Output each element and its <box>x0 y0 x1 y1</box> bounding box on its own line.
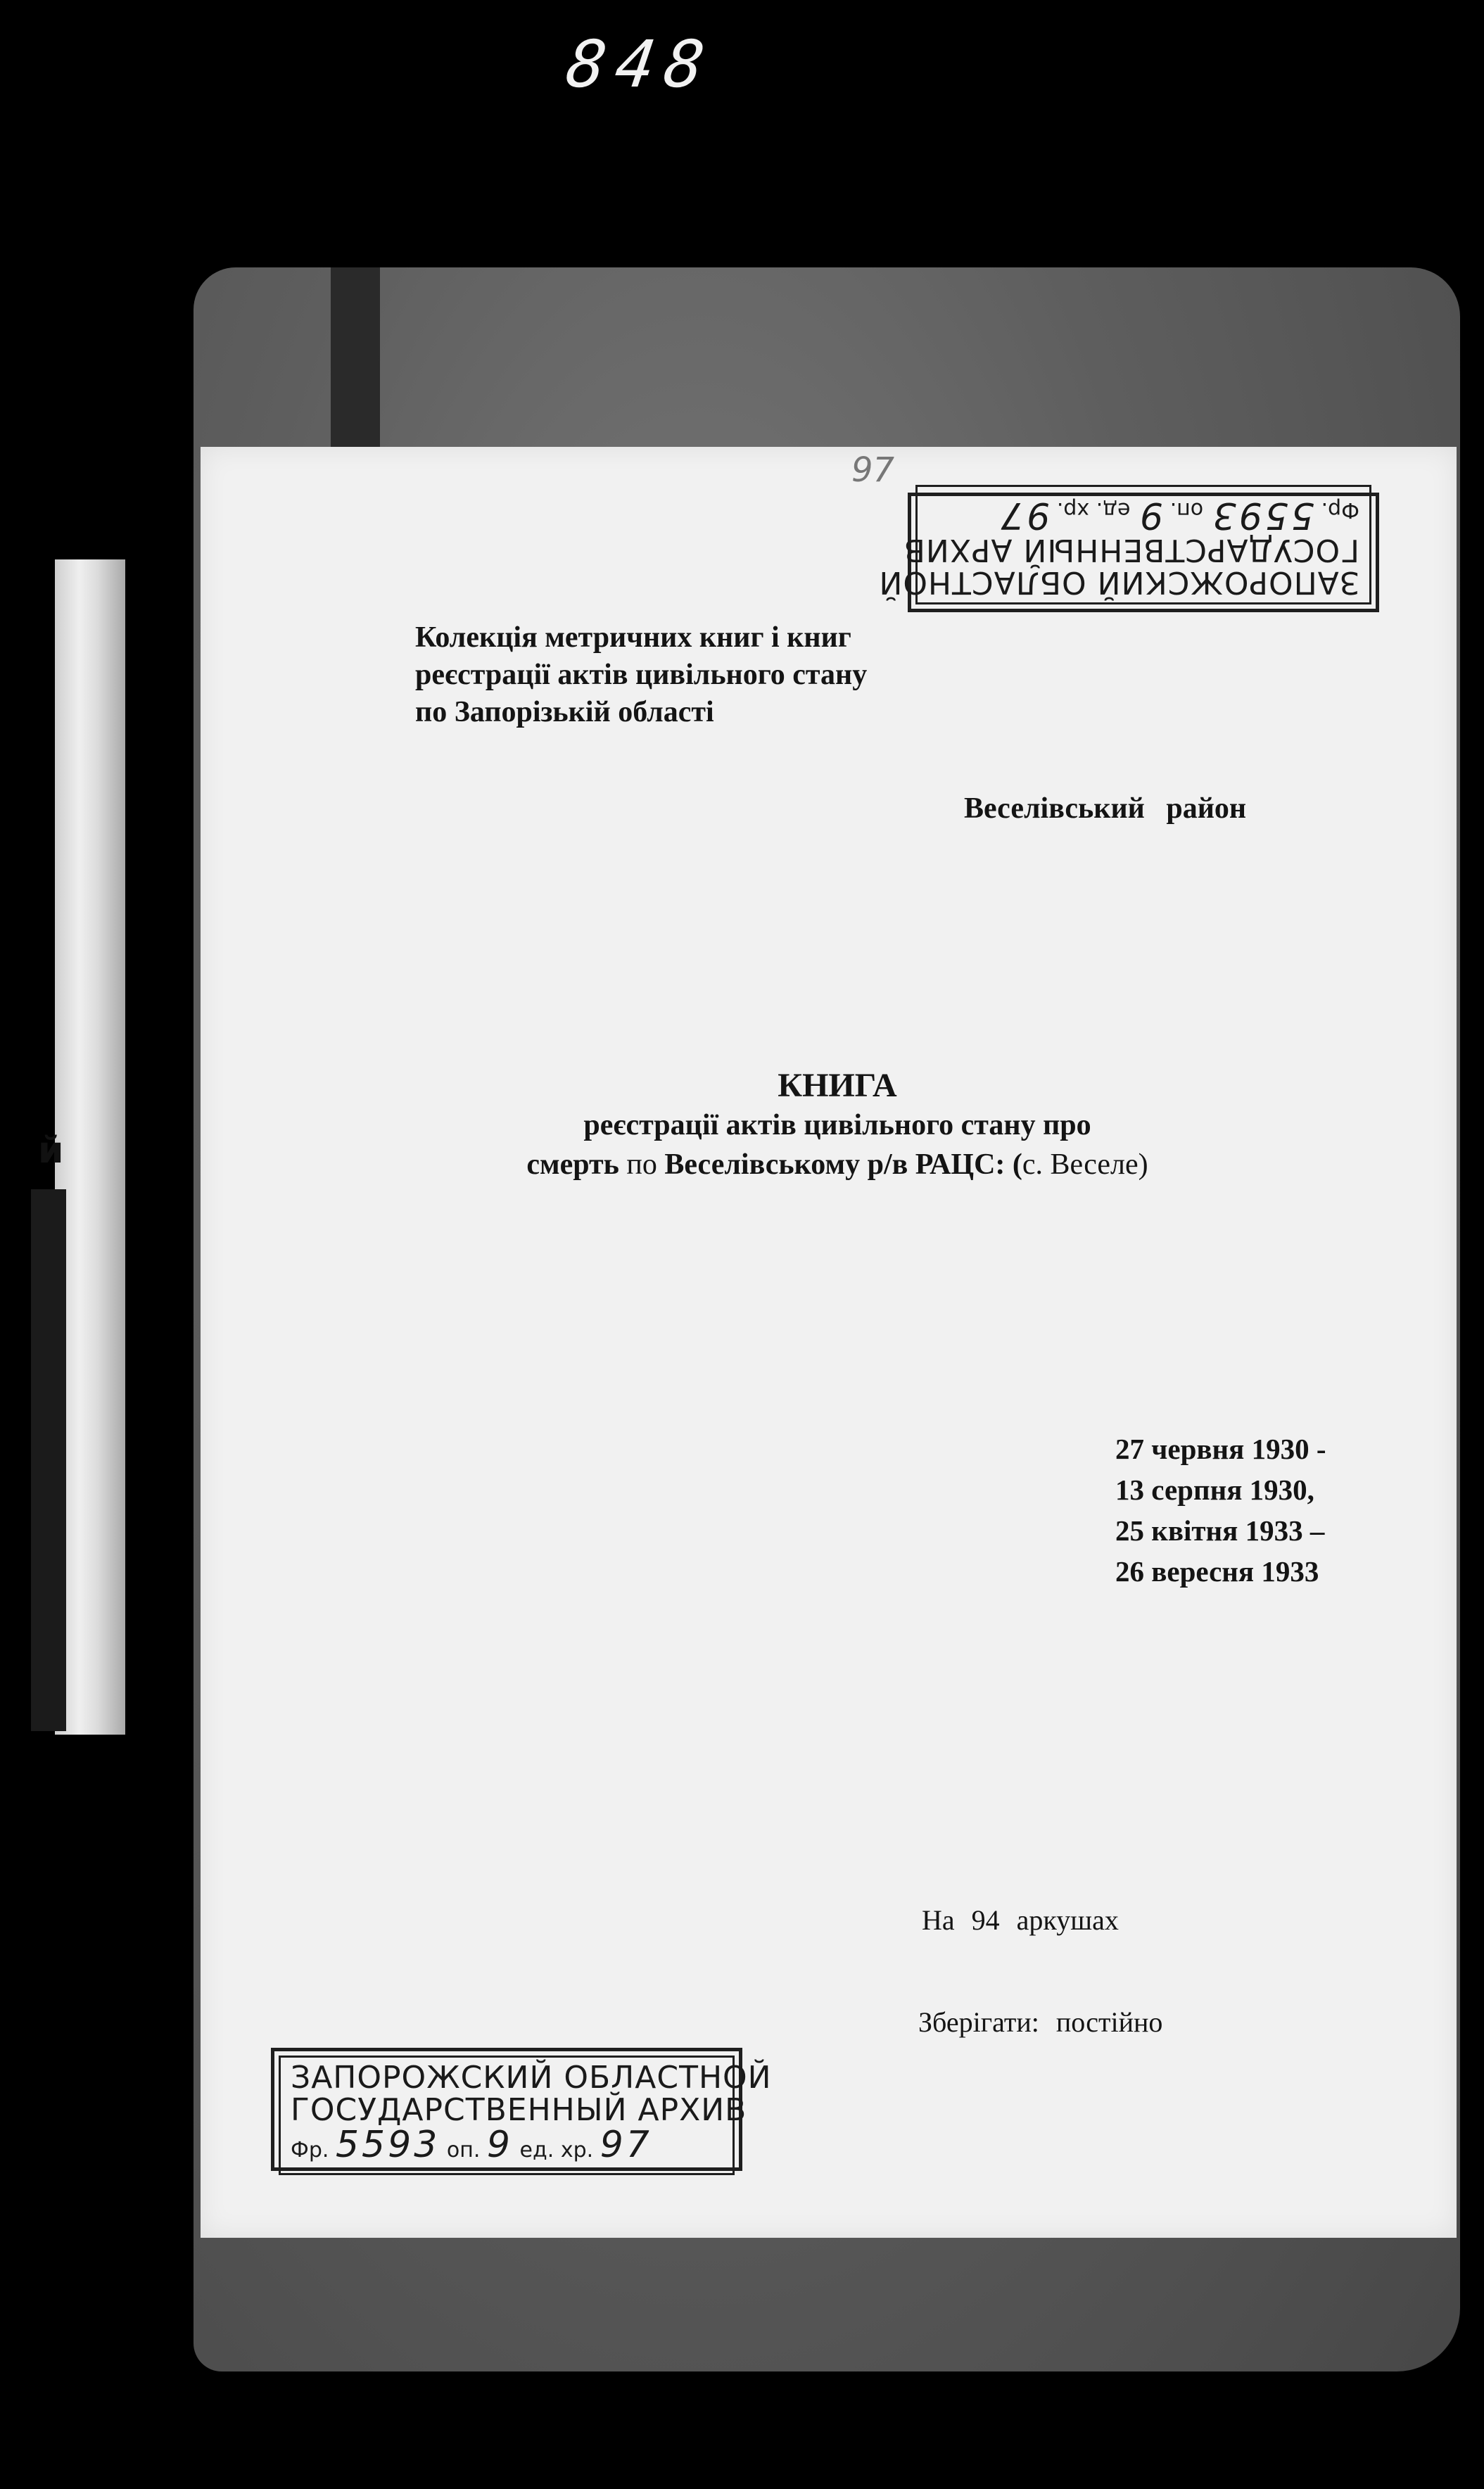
stamp-top-fund-label: Фр. <box>1321 498 1359 522</box>
book-title-line-3-b: по <box>619 1148 665 1181</box>
book-title-line-3 <box>380 1145 1295 1184</box>
stamp-top-line-2: ГОСУДАРСТВЕННЫЙ АРХИВ <box>903 532 1359 568</box>
stamp-top-fund-line <box>927 491 1359 536</box>
stamp-bottom-line-1: ЗАПОРОЖСКИЙ ОБЛАСТНОЙ <box>291 2060 772 2096</box>
book-title-main: КНИГА <box>778 1067 897 1104</box>
book-title-line-3-d: с. Веселе) <box>1022 1148 1148 1181</box>
stamp-bottom-fund-value: 5593 <box>335 2124 440 2166</box>
retention-period: Зберігати: постійно <box>918 2006 1163 2038</box>
date-line-3: 25 квітня 1933 – <box>1115 1514 1325 1547</box>
sheet-count: На 94 аркушах <box>922 1904 1119 1936</box>
book-title-line-3-a: смерть <box>526 1148 619 1181</box>
pencil-sheet-number: 97 <box>851 450 895 490</box>
adjacent-page-letter: й <box>38 1129 64 1172</box>
stamp-bottom-fund-label: Фр. <box>291 2138 329 2162</box>
stamp-bottom-unit-label: ед. хр. <box>519 2138 594 2162</box>
date-line-1: 27 червня 1930 - <box>1115 1433 1326 1465</box>
district-name: Веселівський район <box>964 792 1247 825</box>
stamp-bottom-fund-line <box>291 2124 723 2169</box>
collection-heading <box>415 619 950 731</box>
date-range <box>1115 1429 1326 1592</box>
date-line-2: 13 серпня 1930, <box>1115 1474 1314 1506</box>
collection-line-2: реєстрації актів цивільного стану <box>415 659 868 691</box>
archive-stamp-bottom <box>271 2048 772 2171</box>
stamp-top-fund-value: 5593 <box>1210 494 1315 536</box>
stamp-top-inventory-value: 9 <box>1137 494 1164 536</box>
stamp-top-inventory-label: оп. <box>1169 498 1204 522</box>
frame-number: 848 <box>562 27 719 102</box>
adjacent-page-shadow <box>31 1189 66 1731</box>
collection-line-1: Колекція метричних книг і книг <box>415 621 851 654</box>
folder-spine-tab <box>331 267 380 450</box>
stamp-bottom-line-2: ГОСУДАРСТВЕННЫЙ АРХИВ <box>291 2092 747 2128</box>
date-line-4: 26 вересня 1933 <box>1115 1555 1319 1588</box>
stamp-bottom-inventory-value: 9 <box>486 2124 513 2166</box>
collection-line-3: по Запорізькій області <box>415 696 714 728</box>
stamp-bottom-inventory-label: оп. <box>446 2138 481 2162</box>
stamp-top-line-1: ЗАПОРОЖСКИЙ ОБЛАСТНОЙ <box>878 564 1359 600</box>
stamp-bottom-unit-value: 97 <box>600 2124 652 2166</box>
book-title-line-2: реєстрації актів цивільного стану про <box>583 1109 1091 1141</box>
stamp-top-unit-label: ед. хр. <box>1056 498 1131 522</box>
book-title-line-3-c: Веселівському р/в РАЦС: ( <box>664 1148 1022 1181</box>
stamp-top-unit-value: 97 <box>998 494 1051 536</box>
archive-stamp-top <box>878 493 1379 612</box>
book-title <box>380 1066 1295 1184</box>
